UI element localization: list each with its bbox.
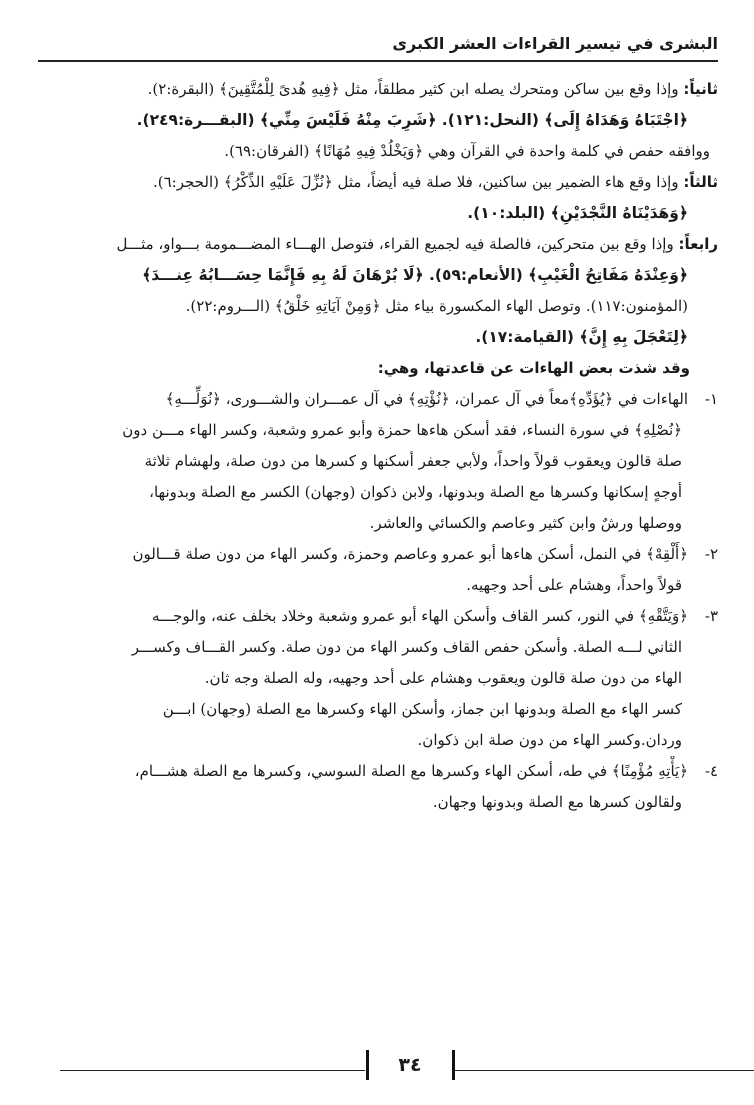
item-number: ٢- <box>704 545 718 563</box>
list-item-line: أوجهٍ إسكانها وكسرها مع الصلة وبدونها، ولابن ذكوان (وجهان) الكسر مع الصلة وبدونها، <box>149 483 682 501</box>
list-item-line: قولاً واحداً، وهشام على أحد وجهيه. <box>466 576 682 594</box>
footer-rule-left <box>454 1070 754 1071</box>
list-item: ٤-﴿يَأْتِهِ مُؤْمِنًا﴾ في طه، أسكن الهاء وكسرها مع الصلة السوسي، وكسرها مع الصلة هشـــام، <box>36 756 718 787</box>
point-label: رابعاً: <box>678 235 718 253</box>
point-label: ثالثاً: <box>683 173 718 191</box>
list-item-line: صلة قالون ويعقوب قولاً واحداً، ولأبي جعفر أسكنها و كسرها من دون صلة، ولهشام ثلاثة <box>144 452 682 470</box>
item-number: ١- <box>704 390 718 408</box>
text-line: ثالثاً: وإذا وقع هاء الضمير بين ساكنين، فلا صلة فيه أيضاً، مثل ﴿نُزِّلَ عَلَيْهِ الذِّكْرُ﴾ (الحجر:٦). <box>152 173 718 191</box>
running-header <box>38 34 718 62</box>
list-item-line: ولقالون كسرها مع الصلة وبدونها وجهان. <box>432 793 682 811</box>
text-line: ثانياً: وإذا وقع بين ساكن ومتحرك يصله ابن كثير مطلقاً، مثل ﴿فِيهِ هُدىً لِلْمُتَّقِينَ﴾ (البقرة:٢). <box>147 80 718 98</box>
text-line: رابعاً: وإذا وقع بين متحركين، فالصلة فيه لجميع القراء، فتوصل الهـــاء المضـــمومة بـــواو، مثـــل <box>116 235 718 253</box>
footer-bar <box>452 1050 455 1080</box>
list-item-line: ﴿نُصْلِهِ﴾ في سورة النساء، فقد أسكن هاءها حمزة وأبو عمرو وشعبة، وكسر الهاء مـــن دون <box>122 421 682 439</box>
list-item-line: الثاني لـــه الصلة. وأسكن حفص القاف وكسر الهاء من دون صلة. وكسر القـــاف وكســـر <box>131 638 682 656</box>
page-footer <box>0 1050 754 1090</box>
text-line: ووافقه حفص في كلمة واحدة في القرآن وهي ﴿وَيَخْلُدْ فِيهِ مُهَانًا﴾ (الفرقان:٦٩). <box>224 142 710 160</box>
verse-line: ﴿وَعِنْدَهُ مَفَاتِحُ الْغَيْبِ﴾ (الأنعام:٥٩). ﴿لَا بُرْهَانَ لَهُ بِهِ فَإِنَّمَا حِسَـــابُهُ عِنـــدَ﴾ <box>142 266 688 284</box>
list-item: ١-الهاءات في ﴿يُؤَدِّهِ﴾معاً في آل عمران، ﴿نُؤْتِهِ﴾ في آل عمـــران والشـــورى، ﴿نُوَلِّـــهِ﴾ <box>36 384 718 415</box>
text-line: (المؤمنون:١١٧). وتوصل الهاء المكسورة بياء مثل ﴿وَمِنْ آيَاتِهِ خَلْقُ﴾ (الـــروم:٢٢). <box>185 297 688 315</box>
list-item-line: كسر الهاء مع الصلة وبدونها ابن جماز، وأسكن الهاء وكسرها مع الصلة (وجهان) ابـــن <box>162 700 682 718</box>
list-item-line: الهاء من دون صلة قالون ويعقوب وهشام على أحد وجهيه، وله الصلة وجه ثان. <box>204 669 682 687</box>
header-rule <box>38 60 718 62</box>
footer-bar <box>366 1050 369 1080</box>
item-number: ٤- <box>704 762 718 780</box>
verse-line: ﴿وَهَدَيْنَاهُ النَّجْدَيْنِ﴾ (البلد:١٠). <box>467 204 688 222</box>
book-title: البشرى في تيسير القراءات العشر الكبرى <box>392 34 718 53</box>
verse-line: ﴿لِتَعْجَلَ بِهِ إِنَّ﴾ (القيامة:١٧). <box>475 328 688 346</box>
list-item: ٣-﴿وَيَتَّقْهِ﴾ في النور، كسر القاف وأسكن الهاء أبو عمرو وشعبة وخلاد بخلف عنه، والوجـــه <box>36 601 718 632</box>
list-item-line: وردان.وكسر الهاء من دون صلة ابن ذكوان. <box>417 731 682 749</box>
list-item: ٢-﴿أَلْقِهْ﴾ في النمل، أسكن هاءها أبو عمرو وعاصم وحمزة، وكسر الهاء من دون صلة قـــالون <box>36 539 718 570</box>
point-label: ثانياً: <box>683 80 718 98</box>
page-body <box>36 74 718 818</box>
footer-rule-right <box>60 1070 365 1071</box>
verse-line: ﴿اجْتَبَاهُ وَهَدَاهُ إِلَى﴾ (النحل:١٢١). ﴿شَرِبَ مِنْهُ فَلَيْسَ مِنِّي﴾ (البقـــرة:٢٤٩). <box>136 111 688 129</box>
page-number: ٣٤ <box>398 1054 422 1076</box>
list-item-line: ووصلها ورشٌ وابن كثير وعاصم والكسائي والعاشر. <box>369 514 682 532</box>
item-number: ٣- <box>704 607 718 625</box>
section-heading: وقد شذت بعض الهاءات عن قاعدتها، وهي: <box>377 359 690 377</box>
